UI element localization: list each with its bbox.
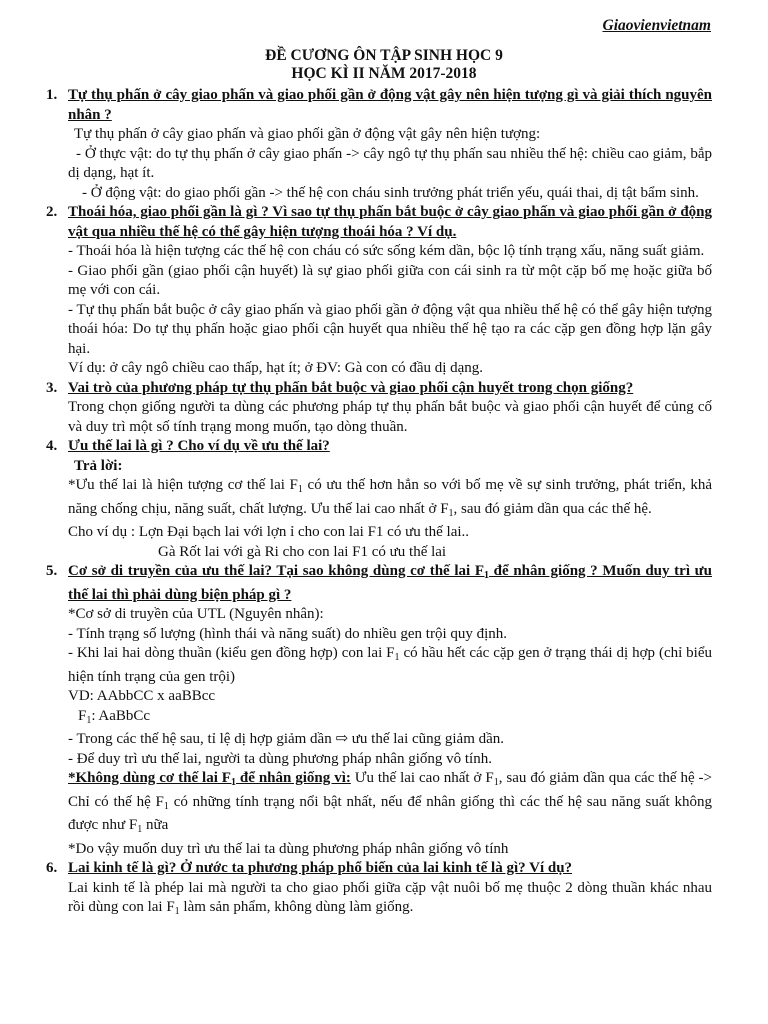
doc-title: ĐỀ CƯƠNG ÔN TẬP SINH HỌC 9 (265, 47, 503, 64)
answer-example: $F_1$: AaBbCc (78, 707, 151, 726)
answer-label: Trả lời: (74, 457, 123, 474)
answer-line: - Tự thụ phấn bắt buộc ở cây giao phấn và giao phối gần ở động vật qua nhiều thế hệ có thể gây hiện tượng thoái hóa: Do tự thụ phấn hoặc giao phối cận huyết qua nhiều thế hệ tạo ra các cặp gen đồng hợp lặn gây hại. (68, 301, 712, 357)
answer-line: - Trong các thế hệ sau, tỉ lệ dị hợp giảm dần ⇨ ưu thế lai cũng giảm dần. (68, 731, 505, 747)
answer-example: Cho ví dụ : Lợn Đại bạch lai với lợn ỉ cho con lai F1 có ưu thế lai.. (68, 524, 470, 540)
answer-intro: Tự thụ phấn ở cây giao phấn và giao phối gần ở động vật gây nên hiện tượng: (74, 126, 541, 142)
answer-conclusion: *Do vậy muốn duy trì ưu thế lai ta dùng phương pháp nhân giống vô tính (68, 840, 509, 857)
answer-line: *Cơ sở di truyền của UTL (Nguyên nhân): (68, 606, 324, 622)
answer-example: Ví dụ: ở cây ngô chiều cao thấp, hạt ít; ở ĐV: Gà con có đầu dị dạng. (68, 360, 484, 376)
question-2 (46, 203, 712, 242)
question-number: 4. (46, 438, 58, 454)
question-text: Lai kinh tế là gì? Ở nước ta phương pháp phổ biến của lai kinh tế là gì? Ví dụ? (68, 860, 573, 876)
question-3 (46, 379, 712, 399)
question-number: 2. (46, 204, 58, 220)
question-text: Ưu thế lai là gì ? Cho ví dụ về ưu thế lai? (68, 438, 330, 454)
question-text: Thoái hóa, giao phối gần là gì ? Vì sao tự thụ phấn bắt buộc ở cây giao phấn và giao phối gần ở động vật qua nhiều thế hệ có thể gây hiện tượng thoái hóa ? Ví dụ. (68, 204, 712, 240)
answer-line: Trong chọn giống người ta dùng các phương pháp tự thụ phấn bắt buộc và giao phối cận huyết để củng cố và duy trì một số tính trạng mong muốn, tạo dòng thuần. (68, 399, 712, 435)
answer-animal: - Ở động vật: do giao phối gần -> thế hệ con cháu sinh trưởng phát triển yếu, quái thai, dị tật bẩm sinh. (82, 184, 699, 201)
answer-definition: *Ưu thế lai là hiện tượng cơ thế lai $F_1$ có ưu thế hơn hẳn so với bố mẹ về sự sinh trưởng, phát triển, khả năng chống chịu, năng suất, chất lượng. Ưu thế lai cao nhất ở $F_1$, sau đó giảm dần qua các thế hệ. (68, 477, 712, 519)
why-label: *Không dùng cơ thế lai $F_1$ để nhân giống vì: (68, 770, 351, 788)
answer-line: - Để duy trì ưu thế lai, người ta dùng phương pháp nhân giống vô tính. (68, 750, 492, 767)
question-number: 5. (46, 563, 58, 579)
question-text: Vai trò của phương pháp tự thụ phấn bắt buộc và giao phối cận huyết trong chọn giống? (68, 379, 634, 396)
answer-example: VD: AAbbCC x aaBBcc (68, 688, 216, 704)
answer-line: - Giao phối gần (giao phối cận huyết) là sự giao phối giữa con cái sinh ra từ một cặp bố mẹ hoặc giữa bố mẹ với con cái. (68, 262, 712, 298)
question-1 (46, 86, 712, 125)
answer-line: *Không dùng cơ thế lai $F_1$ để nhân giống vì: Ưu thế lai cao nhất ở $F_1$, sau đó giảm dần qua các thế hệ -> Chỉ có thế hệ $F_1$ có những tính trạng nổi bật nhất, nếu để nhân giống thì các thế hệ sau năng suất không được như $F_1$ nữa (68, 770, 713, 835)
question-number: 6. (46, 860, 58, 876)
answer-line: - Khi lai hai dòng thuần (kiểu gen đồng hợp) con lai $F_1$ có hầu hết các cặp gen ở trạng thái dị hợp (chỉ biểu hiện tính trạng của gen trội) (68, 645, 713, 685)
question-4 (46, 437, 712, 457)
question-number: 3. (46, 379, 58, 396)
answer-example: Gà Rốt lai với gà Ri cho con lai F1 có ưu thế lai (158, 543, 447, 560)
answer-line: Lai kinh tế là phép lai mà người ta cho giao phối giữa cặp vật nuôi bố mẹ thuộc 2 dòng thuần khác nhau rồi dùng con lai $F_1$ làm sản phẩm, không dùng làm giống. (68, 879, 712, 917)
watermark: Giaovienvietnam (602, 17, 711, 34)
question-6 (46, 859, 712, 879)
answer-line: - Thoái hóa là hiện tượng các thế hệ con cháu có sức sống kém dần, bộc lộ tính trạng xấu, năng suất giảm. (68, 243, 705, 259)
question-number: 1. (46, 87, 58, 103)
document-body (46, 86, 713, 922)
question-text: Tự thụ phấn ở cây giao phấn và giao phối gần ở động vật gây nên hiện tượng gì và giải thích nguyên nhân ? (68, 87, 712, 123)
answer-plant: - Ở thực vật: do tự thụ phấn ở cây giao phấn -> cây ngô tự thụ phấn sau nhiều thế hệ: chiều cao giảm, bắp dị dạng, hạt ít. (68, 145, 712, 181)
doc-subtitle: HỌC KÌ II NĂM 2017-2018 (291, 65, 477, 82)
answer-line: - Tính trạng số lượng (hình thái và năng suất) do nhiều gen trội quy định. (68, 625, 508, 642)
question-5: 5. Cơ sở di truyền của ưu thế lai? Tại sao không dùng cơ thế lai $F_1$ để nhân giống ? Muốn duy trì ưu thế lai thì phải dùng biện pháp gì ? (46, 563, 712, 603)
